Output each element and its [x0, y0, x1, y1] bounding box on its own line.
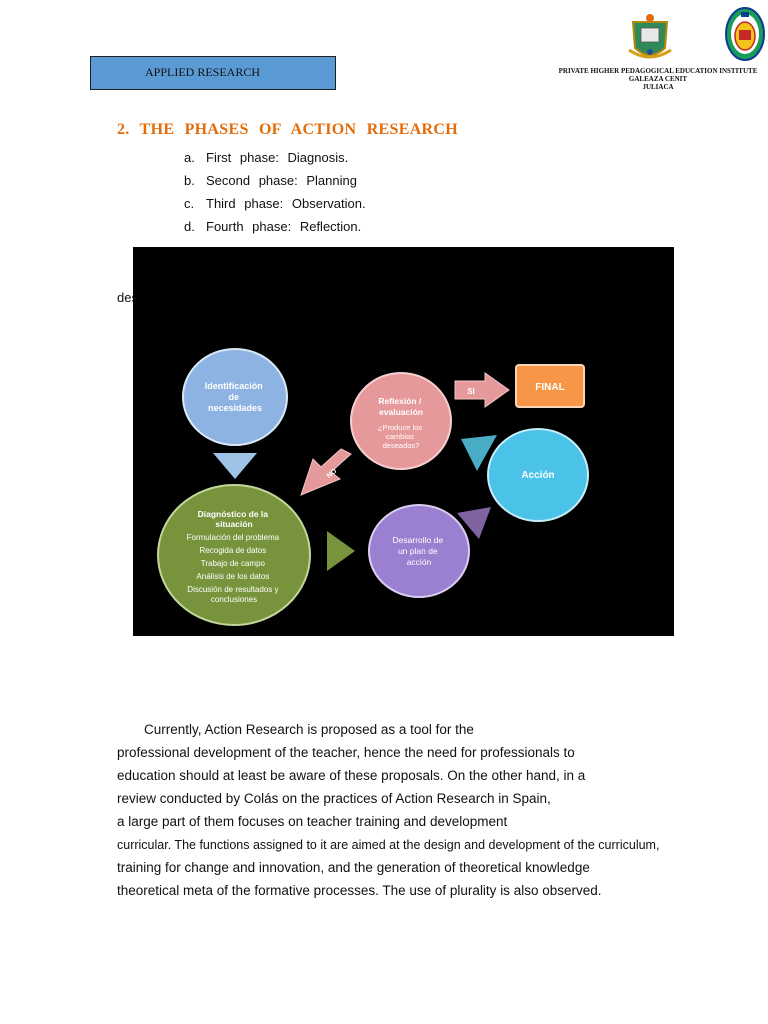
- diagnostico-node: [158, 485, 310, 625]
- phase-text: Second phase: Planning: [206, 173, 357, 188]
- phase-letter: c.: [184, 196, 195, 211]
- no-arrow-icon: [301, 449, 351, 495]
- accion-label: Acción: [521, 470, 555, 481]
- body-line-2: professional development of the teacher, hence the need for professionals to: [117, 745, 575, 760]
- phase-item-second: [184, 173, 357, 188]
- phase-item-third: [184, 196, 366, 211]
- institute-line-2: GALEAZA CENIT: [628, 75, 688, 83]
- phase-letter: d.: [184, 219, 195, 234]
- no-label: NO: [325, 467, 339, 480]
- phase-text: Third phase: Observation.: [206, 196, 366, 211]
- phase-item-fourth: [184, 219, 361, 234]
- phase-letter: a.: [184, 150, 195, 165]
- body-line-6: curricular. The functions assigned to it are aimed at the design and development of the curriculum,: [117, 838, 660, 852]
- action-research-cycle-diagram: [133, 247, 674, 636]
- institute-line-3: JULIACA: [642, 83, 674, 91]
- si-arrow-icon: [455, 373, 509, 407]
- institute-crest-logo: [627, 12, 673, 64]
- applied-research-header-box: [90, 56, 336, 90]
- final-label: FINAL: [535, 382, 565, 393]
- applied-research-label: APPLIED RESEARCH: [145, 65, 261, 79]
- reflexion-label: Reflexión / evaluación: [378, 396, 423, 417]
- phase-text: Fourth phase: Reflection.: [206, 219, 362, 234]
- reflexion-question: ¿Produce los cambios deseados?: [377, 423, 423, 450]
- institute-line-1: PRIVATE HIGHER PEDAGOGICAL EDUCATION INSTITUTE: [558, 67, 758, 75]
- body-line-3: education should at least be aware of these proposals. On the other hand, in a: [117, 768, 586, 783]
- diagnostico-title: Diagnóstico de la situación: [197, 509, 268, 529]
- phase-letter: b.: [184, 173, 195, 188]
- phase-item-first: [184, 150, 348, 165]
- institute-name: [548, 67, 768, 91]
- body-line-7: training for change and innovation, and the generation of theoretical knowledge: [117, 860, 590, 875]
- right-arrow-icon: [327, 531, 355, 571]
- down-arrow-icon: [213, 453, 257, 479]
- reflexion-node: [351, 373, 451, 469]
- section-title: 2. THE PHASES OF ACTION RESEARCH: [117, 121, 458, 138]
- identificacion-label: Identificación de necesidades: [204, 381, 263, 413]
- desarrollo-label: Desarrollo de un plan de acción: [392, 535, 444, 567]
- body-line-1: Currently, Action Research is proposed as a tool for the: [144, 722, 474, 737]
- body-line-4: review conducted by Colás on the practices of Action Research in Spain,: [117, 791, 551, 806]
- diagnostico-items: Formulación del problema Recogida de datos Trabajo de campo Análisis de los datos Discusión de resultados y conclusiones: [186, 533, 280, 604]
- si-label: SI: [467, 387, 475, 396]
- partial-text-fragment: des: [117, 290, 138, 305]
- phase-text: First phase: Diagnosis.: [206, 150, 349, 165]
- body-line-8: theoretical meta of the formative processes. The use of plurality is also observed.: [117, 883, 602, 898]
- galeaza-cenit-logo: [724, 6, 766, 62]
- body-line-5: a large part of them focuses on teacher training and development: [117, 814, 508, 829]
